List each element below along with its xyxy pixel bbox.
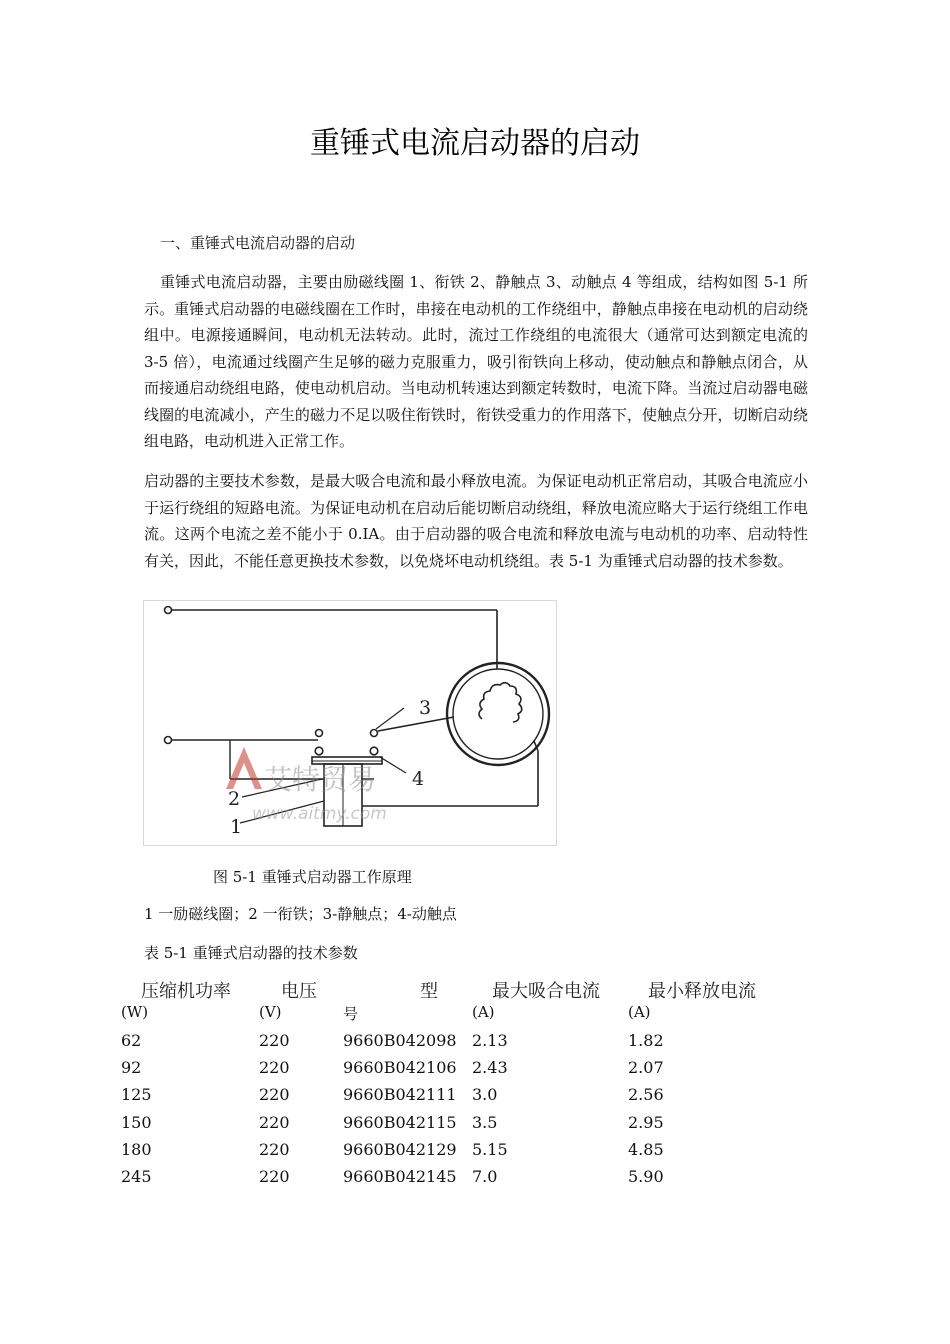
circuit-svg — [144, 601, 556, 845]
cell-model: 9660B042129 — [343, 1139, 457, 1159]
cell-max-pickup: 3.5 — [472, 1112, 498, 1132]
cell-power: 245 — [121, 1167, 152, 1186]
cell-min-release: 1.82 — [628, 1031, 664, 1050]
cell-min-release: 4.85 — [628, 1139, 664, 1159]
cell-voltage: 220 — [259, 1167, 290, 1186]
unit-voltage: (V) — [259, 1003, 282, 1021]
cell-voltage: 220 — [259, 1139, 290, 1159]
unit-max-pickup: (A) — [472, 1003, 495, 1021]
cell-model: 9660B042106 — [343, 1058, 457, 1078]
cell-power: 125 — [121, 1085, 152, 1105]
svg-text:www.aitmy.com: www.aitmy.com — [252, 804, 387, 824]
cell-min-release: 5.90 — [628, 1167, 664, 1186]
header-model: 型 — [420, 981, 438, 1002]
cell-model: 9660B042111 — [343, 1085, 457, 1105]
cell-power: 150 — [121, 1112, 152, 1132]
document-title: 重锤式电流启动器的启动 — [310, 126, 640, 161]
paragraph-structure: 重锤式电流启动器，主要由励磁线圈 1、衔铁 2、静触点 3、动触点 4 等组成，结构如图 5-1 所示。重锤式启动器的电磁线圈在工作时，串接在电动机的工作绕组中，静触点串接在电动机的启动绕组中。电源接通瞬间，电动机无法转动。此时，流过工作绕组的电流很大（通常可达到额定电流的 3-5 倍），电流通过线圈产生足够的磁力克服重力，吸引衔铁向上移动，使动触点和静触点闭合，从而接通启动绕组电路，使电动机启动。当电动机转速达到额定转数时，电流下降。当流过启动器电磁线圈的电流减小，产生的磁力不足以吸住衔铁时，衔铁受重力的作用落下，使触点分开，切断启动绕组电路，电动机进入正常工作。 — [144, 273, 808, 450]
cell-min-release: 2.56 — [628, 1085, 664, 1105]
cell-model: 9660B042145 — [343, 1167, 457, 1186]
top-terminal — [165, 607, 172, 614]
unit-power: (W) — [121, 1003, 149, 1021]
static-contact-left — [316, 730, 323, 737]
header-max-pickup: 最大吸合电流 — [492, 981, 600, 1002]
cell-voltage: 220 — [259, 1085, 290, 1105]
label-4: 4 — [412, 768, 425, 790]
motor-circle — [447, 663, 549, 765]
section-heading: 一、重锤式电流启动器的启动 — [160, 234, 356, 252]
header-voltage: 电压 — [281, 981, 317, 1002]
cell-power: 180 — [121, 1139, 152, 1159]
figure-caption: 图 5-1 重锤式启动器工作原理 — [213, 868, 412, 886]
svg-text:艾特贸易: 艾特贸易 — [264, 763, 377, 796]
header-power: 压缩机功率 — [141, 981, 231, 1002]
label-1: 1 — [230, 816, 243, 838]
starter-circuit-diagram — [143, 600, 557, 846]
label-2: 2 — [228, 788, 241, 810]
unit-min-release: (A) — [628, 1003, 651, 1021]
cell-power: 62 — [121, 1031, 142, 1050]
cell-min-release: 2.95 — [628, 1112, 664, 1132]
cell-min-release: 2.07 — [628, 1058, 664, 1078]
moving-contact-right — [370, 747, 378, 755]
cell-model: 9660B042115 — [343, 1112, 457, 1132]
header-min-release: 最小释放电流 — [648, 981, 756, 1002]
cell-voltage: 220 — [259, 1058, 290, 1078]
cell-max-pickup: 5.15 — [472, 1139, 508, 1159]
bottom-terminal — [165, 737, 172, 744]
cell-max-pickup: 2.13 — [472, 1031, 508, 1050]
label-3: 3 — [419, 697, 432, 719]
moving-contact-left — [315, 747, 323, 755]
static-contact-right — [371, 730, 378, 737]
unit-model: 号 — [343, 1005, 359, 1023]
table-title: 表 5-1 重锤式启动器的技术参数 — [144, 944, 358, 962]
cell-max-pickup: 3.0 — [472, 1085, 498, 1105]
paragraph-parameters: 启动器的主要技术参数，是最大吸合电流和最小释放电流。为保证电动机正常启动，其吸合电流应小于运行绕组的短路电流。为保证电动机在启动后能切断启动绕组，释放电流应略大于运行绕组工作电流。这两个电流之差不能小于 0.IA。由于启动器的吸合电流和释放电流与电动机的功率、启动特性有关，因此，不能任意更换技术参数，以免烧坏电动机绕组。表 5-1 为重锤式启动器的技术参数。 — [144, 472, 808, 570]
cell-voltage: 220 — [259, 1031, 290, 1050]
cell-model: 9660B042098 — [343, 1031, 457, 1050]
cell-max-pickup: 2.43 — [472, 1058, 508, 1078]
motor-winding — [479, 683, 522, 722]
cell-max-pickup: 7.0 — [472, 1167, 498, 1186]
cell-voltage: 220 — [259, 1112, 290, 1132]
figure-legend: 1 一励磁线圈；2 一衔铁；3-静触点；4-动触点 — [144, 905, 457, 923]
cell-power: 92 — [121, 1058, 142, 1078]
